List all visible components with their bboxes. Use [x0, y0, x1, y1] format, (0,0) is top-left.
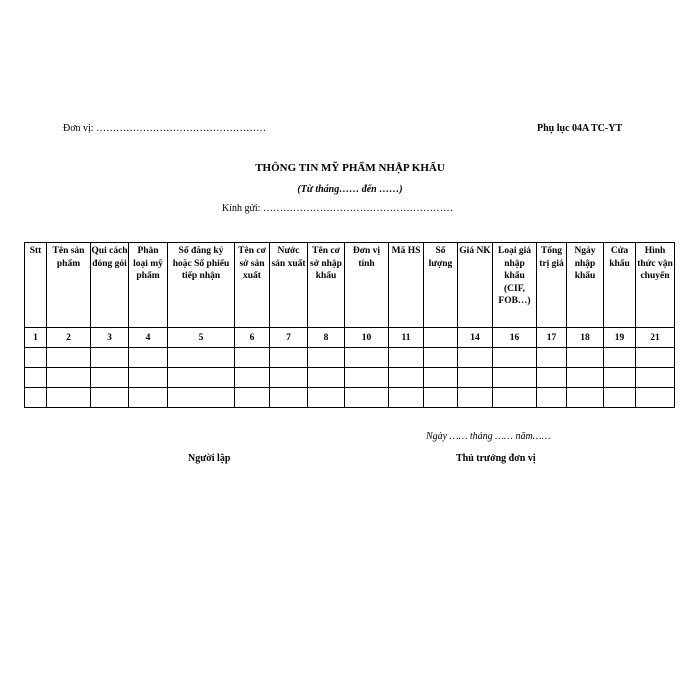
table-cell	[91, 388, 129, 408]
table-cell	[270, 388, 308, 408]
table-cell	[636, 348, 675, 368]
table-header-row	[25, 243, 675, 328]
table-cell	[308, 348, 345, 368]
column-header: Mã HS	[389, 243, 424, 328]
table-cell	[567, 348, 604, 368]
table-cell	[129, 368, 168, 388]
table-cell	[424, 368, 458, 388]
table-cell	[389, 388, 424, 408]
column-header: Đơn vị tính	[345, 243, 389, 328]
column-number: 19	[604, 328, 636, 348]
column-number	[424, 328, 458, 348]
table-cell	[308, 388, 345, 408]
column-header: Tên cơ sở nhập khẩu	[308, 243, 345, 328]
table-cell	[345, 388, 389, 408]
column-number: 21	[636, 328, 675, 348]
table-cell	[129, 388, 168, 408]
table-cell	[345, 368, 389, 388]
table-cell	[25, 388, 47, 408]
column-header: Nước sản xuất	[270, 243, 308, 328]
document-title: THÔNG TIN MỸ PHẨM NHẬP KHẨU	[255, 162, 445, 174]
column-number: 2	[47, 328, 91, 348]
column-number: 4	[129, 328, 168, 348]
table-cell	[537, 368, 567, 388]
table-cell	[235, 388, 270, 408]
table-cell	[270, 368, 308, 388]
column-header: Ngày nhập khẩu	[567, 243, 604, 328]
column-number: 8	[308, 328, 345, 348]
table-cell	[636, 388, 675, 408]
unit-field-label: Đơn vị: ……………………………………………	[63, 123, 267, 134]
column-header: Số lượng	[424, 243, 458, 328]
appendix-label: Phụ lục 04A TC-YT	[537, 123, 623, 134]
column-header: Giá NK	[458, 243, 493, 328]
table-cell	[47, 348, 91, 368]
table-cell	[567, 388, 604, 408]
column-header: Loại giá nhập khẩu (CIF, FOB…)	[493, 243, 537, 328]
column-header: Số đăng ký hoặc Số phiếu tiếp nhận	[168, 243, 235, 328]
column-number: 18	[567, 328, 604, 348]
table-row	[25, 368, 675, 388]
table-cell	[458, 368, 493, 388]
table-cell	[458, 388, 493, 408]
table-cell	[308, 368, 345, 388]
table-cell	[168, 368, 235, 388]
table-cell	[537, 348, 567, 368]
table-cell	[458, 348, 493, 368]
column-number: 14	[458, 328, 493, 348]
column-number: 7	[270, 328, 308, 348]
column-header: Cửa khẩu	[604, 243, 636, 328]
table-cell	[345, 348, 389, 368]
column-number: 1	[25, 328, 47, 348]
table-cell	[168, 388, 235, 408]
table-cell	[493, 368, 537, 388]
column-number: 3	[91, 328, 129, 348]
column-number: 17	[537, 328, 567, 348]
table-cell	[129, 348, 168, 368]
table-cell	[493, 348, 537, 368]
table-cell	[47, 388, 91, 408]
column-number: 16	[493, 328, 537, 348]
table-row	[25, 388, 675, 408]
column-header: Qui cách đóng gói	[91, 243, 129, 328]
table-cell	[270, 348, 308, 368]
column-header: Tổng trị giá	[537, 243, 567, 328]
recipient-line: Kính gửi: …………………………………………………	[222, 203, 453, 214]
table-cell	[424, 348, 458, 368]
table-cell	[47, 368, 91, 388]
import-info-table	[24, 242, 675, 408]
preparer-signature-label: Người lập	[188, 453, 231, 464]
column-number: 6	[235, 328, 270, 348]
column-header: Stt	[25, 243, 47, 328]
table-row	[25, 348, 675, 368]
table-cell	[537, 388, 567, 408]
table-cell	[604, 388, 636, 408]
table-cell	[91, 348, 129, 368]
column-number: 5	[168, 328, 235, 348]
table-cell	[25, 368, 47, 388]
table-cell	[604, 348, 636, 368]
table-cell	[567, 368, 604, 388]
column-number: 10	[345, 328, 389, 348]
table-cell	[604, 368, 636, 388]
head-of-unit-signature-label: Thủ trưởng đơn vị	[456, 453, 536, 464]
table-cell	[389, 348, 424, 368]
table-cell	[25, 348, 47, 368]
table-cell	[168, 348, 235, 368]
column-number: 11	[389, 328, 424, 348]
column-header: Tên sản phẩm	[47, 243, 91, 328]
date-line: Ngày …… tháng …… năm……	[426, 431, 551, 442]
table-cell	[235, 348, 270, 368]
column-header: Hình thức vận chuyển	[636, 243, 675, 328]
table-cell	[424, 388, 458, 408]
date-range-subtitle: (Từ tháng…… đến ……)	[297, 184, 403, 195]
table-cell	[636, 368, 675, 388]
table-cell	[389, 368, 424, 388]
table-cell	[493, 388, 537, 408]
table-cell	[91, 368, 129, 388]
table-cell	[235, 368, 270, 388]
column-header: Tên cơ sở sản xuất	[235, 243, 270, 328]
column-number-row	[25, 328, 675, 348]
column-header: Phân loại mỹ phẩm	[129, 243, 168, 328]
